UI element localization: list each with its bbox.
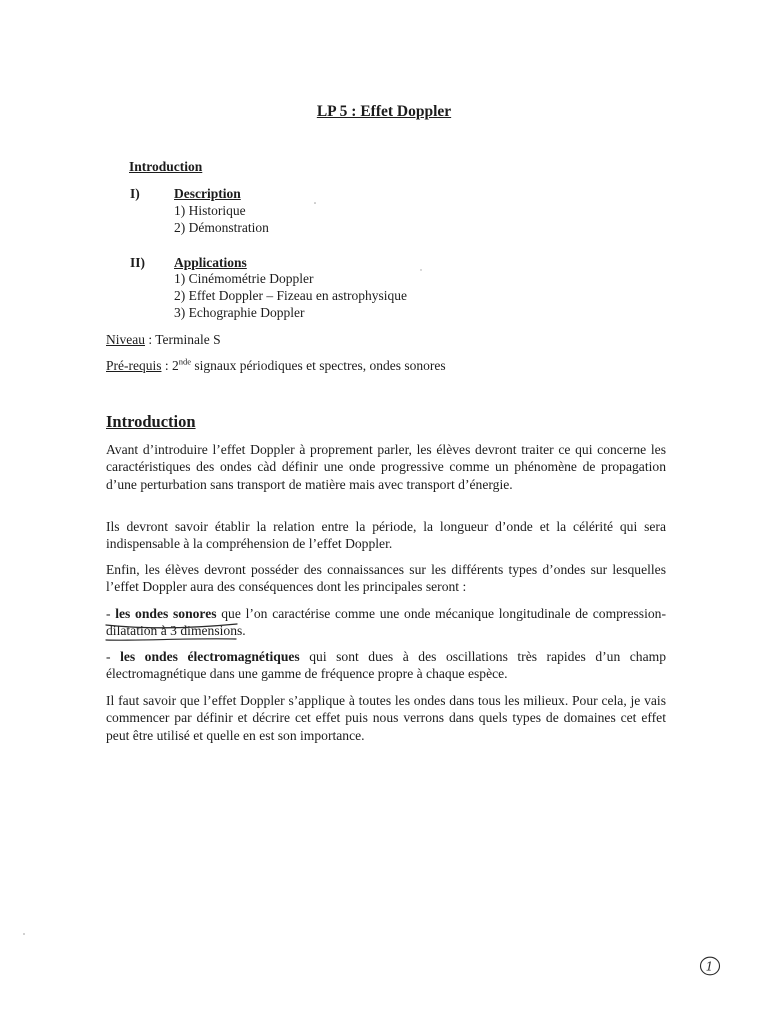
prerequis-level: 2	[172, 358, 179, 373]
niveau-line	[106, 332, 221, 348]
outline-introduction: Introduction	[129, 159, 203, 174]
intro-paragraph-2: Ils devront savoir établir la relation entre la période, la longueur d’onde et la célérité qui sera indispensable à la compréhension de l’effet Doppler.	[106, 519, 666, 552]
bullet-dash: -	[106, 649, 121, 664]
niveau-separator: :	[144, 332, 156, 347]
intro-paragraph-4: Il faut savoir que l’effet Doppler s’applique à toutes les ondes dans tous les milieux. Pour cela, je vais commencer par définir et décrire cet effet puis nous verrons dans quels types de domaines cet effet peut être utilisé et quelle en est son importance.	[106, 693, 666, 743]
prerequis-line	[106, 358, 446, 374]
introduction-heading: Introduction	[106, 412, 196, 431]
outline-item: 3) Echographie Doppler	[174, 305, 305, 320]
prerequis-separator: :	[161, 358, 172, 373]
circled-page-number	[699, 955, 721, 977]
outline-section-number: II)	[130, 255, 146, 270]
outline-item: 1) Cinémométrie Doppler	[174, 271, 314, 286]
term-em-waves: les ondes électromagnétiques	[120, 649, 300, 664]
outline-section-title: Applications	[174, 255, 247, 270]
niveau-value: Terminale S	[155, 332, 221, 347]
intro-paragraph-3: Enfin, les élèves devront posséder des connaissances sur les différents types d’ondes sur lesquelles l’effet Doppler aura des conséquences dont les principales seront :	[106, 562, 666, 595]
prerequis-label: Pré-requis	[106, 358, 162, 373]
sound-waves-description: que l’on caractérise comme une onde mécanique longitudinale de compression-dilatation à 3 dimensions.	[106, 606, 666, 639]
bullet-dash: -	[106, 606, 116, 621]
outline-item: 1) Historique	[174, 203, 246, 218]
em-waves-description: qui sont dues à des oscillations très rapides d’un champ électromagnétique dans une gamme de fréquence propre à chaque espèce.	[106, 649, 666, 682]
outline-item: 2) Effet Doppler – Fizeau en astrophysique	[174, 288, 407, 303]
page-number-text: 1	[705, 959, 714, 974]
handwritten-underline-mark	[104, 611, 254, 641]
prerequis-level-sup: nde	[178, 356, 192, 367]
page-title: LP 5 : Effet Doppler	[316, 103, 452, 120]
outline-section-title: Description	[174, 186, 241, 201]
intro-paragraph-em-waves	[106, 648, 666, 683]
prerequis-value: signaux périodiques et spectres, ondes sonores	[191, 358, 446, 373]
intro-paragraph-1: Avant d’introduire l’effet Doppler à proprement parler, les élèves devront traiter ce qui concerne les caractéristiques des ondes càd définir une onde progressive comme un phénomène de propagation d’une perturbation sans transport de matière mais avec transport d’énergie.	[106, 442, 666, 492]
outline-section-number: I)	[130, 186, 140, 201]
term-sound-waves: les ondes sonores	[115, 606, 217, 621]
outline-item: 2) Démonstration	[174, 220, 269, 235]
niveau-label: Niveau	[106, 332, 145, 347]
